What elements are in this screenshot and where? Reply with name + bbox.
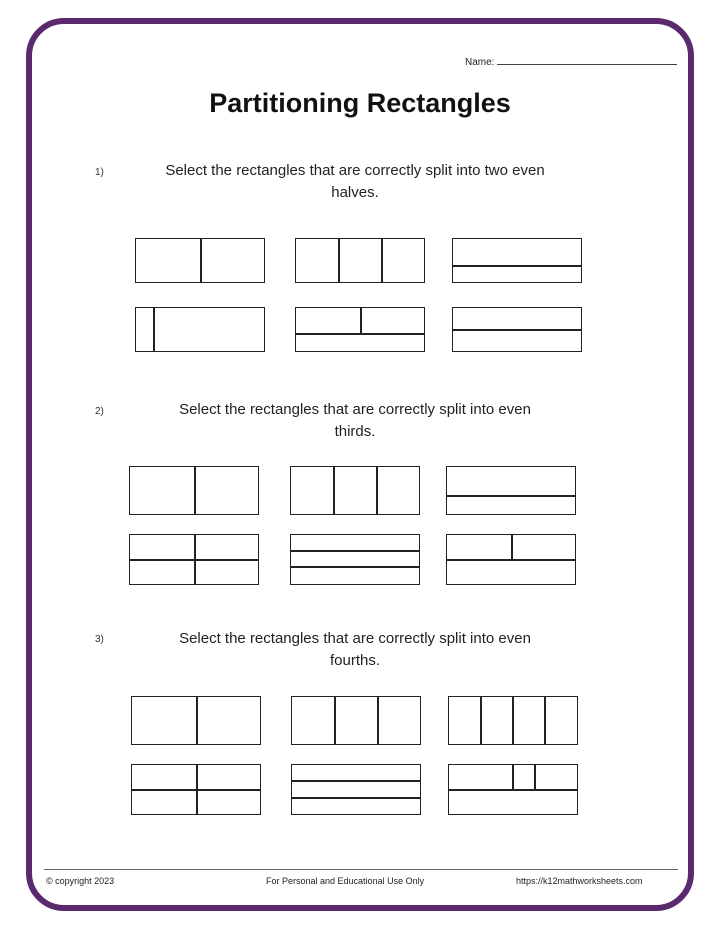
partition-line [360,308,362,334]
partition-line [377,697,379,744]
footer-copyright: © copyright 2023 [46,876,115,886]
partition-line [333,467,335,514]
partition-line [512,697,514,744]
question-1-text [110,160,600,204]
partition-line [200,239,202,282]
q3-rectangle-4[interactable] [131,764,261,815]
partition-line [196,765,198,814]
worksheet-title: Partitioning Rectangles [209,88,511,118]
question-1-text-line1: Select the rectangles that are correctly split into two even [165,162,545,179]
partition-line [338,239,340,282]
partition-line [512,765,514,790]
q2-rectangle-4[interactable] [129,534,259,585]
q1-rectangle-1[interactable] [135,238,265,283]
footer-url[interactable]: https://k12mathworksheets.com [516,876,643,886]
question-2-number: 2) [95,406,104,417]
partition-line [511,535,513,560]
q2-rectangle-5[interactable] [290,534,420,585]
partition-line [376,467,378,514]
q2-rectangle-1[interactable] [129,466,259,515]
partition-line [153,308,155,351]
partition-line [480,697,482,744]
q1-rectangle-3[interactable] [452,238,582,283]
partition-line [194,535,196,584]
partition-line [381,239,383,282]
q1-rectangle-2[interactable] [295,238,425,283]
q3-rectangle-1[interactable] [131,696,261,745]
partition-line [291,566,419,568]
partition-line [447,495,575,497]
name-blank-line[interactable] [497,55,677,65]
q3-rectangle-5[interactable] [291,764,421,815]
partition-line [194,467,196,514]
q3-rectangle-2[interactable] [291,696,421,745]
footer-usage: For Personal and Educational Use Only [266,876,425,886]
question-2-text [110,399,600,443]
q3-rectangle-6[interactable] [448,764,578,815]
q1-rectangle-5[interactable] [295,307,425,352]
question-2-text-line1: Select the rectangles that are correctly split into even [179,401,531,418]
q1-rectangle-4[interactable] [135,307,265,352]
partition-line [292,797,420,799]
partition-line [196,697,198,744]
partition-line [453,329,581,331]
q2-rectangle-6[interactable] [446,534,576,585]
question-3-text-line2: fourths. [329,652,381,669]
partition-line [292,780,420,782]
question-3-text-line1: Select the rectangles that are correctly split into even [179,630,531,647]
footer-divider [44,869,678,870]
q3-rectangle-3[interactable] [448,696,578,745]
partition-line [534,765,536,790]
q1-rectangle-6[interactable] [452,307,582,352]
q2-rectangle-3[interactable] [446,466,576,515]
partition-line [291,550,419,552]
partition-line [453,265,581,267]
question-3-number: 3) [95,634,104,645]
question-2-text-line2: thirds. [334,423,376,440]
name-label: Name: [465,57,495,68]
question-3-text [110,628,600,672]
question-1-number: 1) [95,167,104,178]
q2-rectangle-2[interactable] [290,466,420,515]
question-1-text-line2: halves. [331,184,379,201]
name-field [465,55,677,68]
partition-line [544,697,546,744]
partition-line [334,697,336,744]
